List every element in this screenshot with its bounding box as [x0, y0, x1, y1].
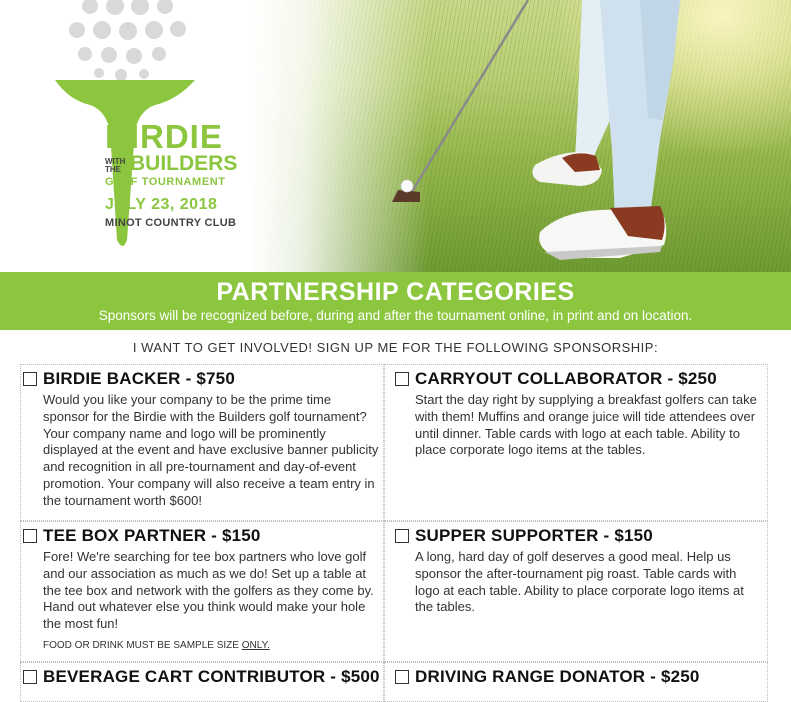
sponsorship-checkbox[interactable] [23, 670, 37, 684]
logo-builders: BUILDERS [130, 152, 238, 175]
note-text: FOOD OR DRINK MUST BE SAMPLE SIZE [43, 640, 242, 651]
sponsorship-option [384, 364, 768, 521]
sponsorship-description: A long, hard day of golf deserves a good meal. Help us sponsor the after-tournament pig roast. Table cards with logo at each table. Ability to place corporate logo items at the tables. [415, 549, 744, 615]
sponsorship-option [20, 521, 384, 662]
sponsorship-option [384, 521, 768, 662]
banner-title: PARTNERSHIP CATEGORIES [216, 278, 575, 306]
partnership-banner [0, 272, 791, 330]
hero-banner [0, 0, 791, 272]
sponsorship-title: DRIVING RANGE DONATOR - $250 [415, 667, 700, 686]
sponsorship-option [20, 364, 384, 521]
logo-birdie: BIRDIE [105, 118, 223, 155]
sponsorship-checkbox[interactable] [395, 529, 409, 543]
sponsorship-description: Fore! We're searching for tee box partners who love golf and our association as much as we do! Set up a table at the tee box and network with the golfers as they come by. Hand out whatever else you think would make your hole the most fun! [43, 549, 374, 632]
sponsorship-description: Start the day right by supplying a breakfast golfers can take with them! Muffins and orange juice will tide attendees over until dinner. Table cards with logo at each table. Ability to place corporate logo items at the tables. [415, 392, 757, 458]
sponsorship-title: SUPPER SUPPORTER - $150 [415, 526, 653, 545]
sponsorship-checkbox[interactable] [395, 670, 409, 684]
sponsorship-note [43, 640, 270, 651]
sponsorship-grid [20, 364, 768, 684]
signup-intro: I WANT TO GET INVOLVED! SIGN UP ME FOR THE FOLLOWING SPONSORSHIP: [132, 340, 659, 355]
sponsorship-checkbox[interactable] [395, 372, 409, 386]
banner-subtitle: Sponsors will be recognized before, during and after the tournament online, in print and on location. [98, 308, 693, 323]
sponsorship-description: Would you like your company to be the prime time sponsor for the Birdie with the Builders golf tournament? Your company name and logo will be prominently displayed at the event and have exclusive banner publicity and recognition in all pre-tournament and day-of-event promotion. Your company will also receive a team entry in the tournament worth $600! [43, 392, 379, 508]
note-emphasis: ONLY. [241, 640, 270, 651]
sponsorship-title: CARRYOUT COLLABORATOR - $250 [415, 369, 717, 388]
sponsorship-title: BIRDIE BACKER - $750 [43, 369, 235, 388]
sponsorship-option [20, 662, 384, 702]
sponsorship-option [384, 662, 768, 702]
sponsorship-checkbox[interactable] [23, 372, 37, 386]
event-venue: MINOT COUNTRY CLUB [105, 217, 237, 229]
logo-tournament: GOLF TOURNAMENT [105, 176, 226, 188]
event-logo-text [105, 120, 245, 229]
sponsorship-checkbox[interactable] [23, 529, 37, 543]
logo-with-the: WITH THE [105, 157, 126, 174]
event-date: JULY 23, 2018 [105, 196, 218, 213]
sponsorship-title: BEVERAGE CART CONTRIBUTOR - $500 [43, 667, 380, 686]
sponsorship-title: TEE BOX PARTNER - $150 [43, 526, 261, 545]
